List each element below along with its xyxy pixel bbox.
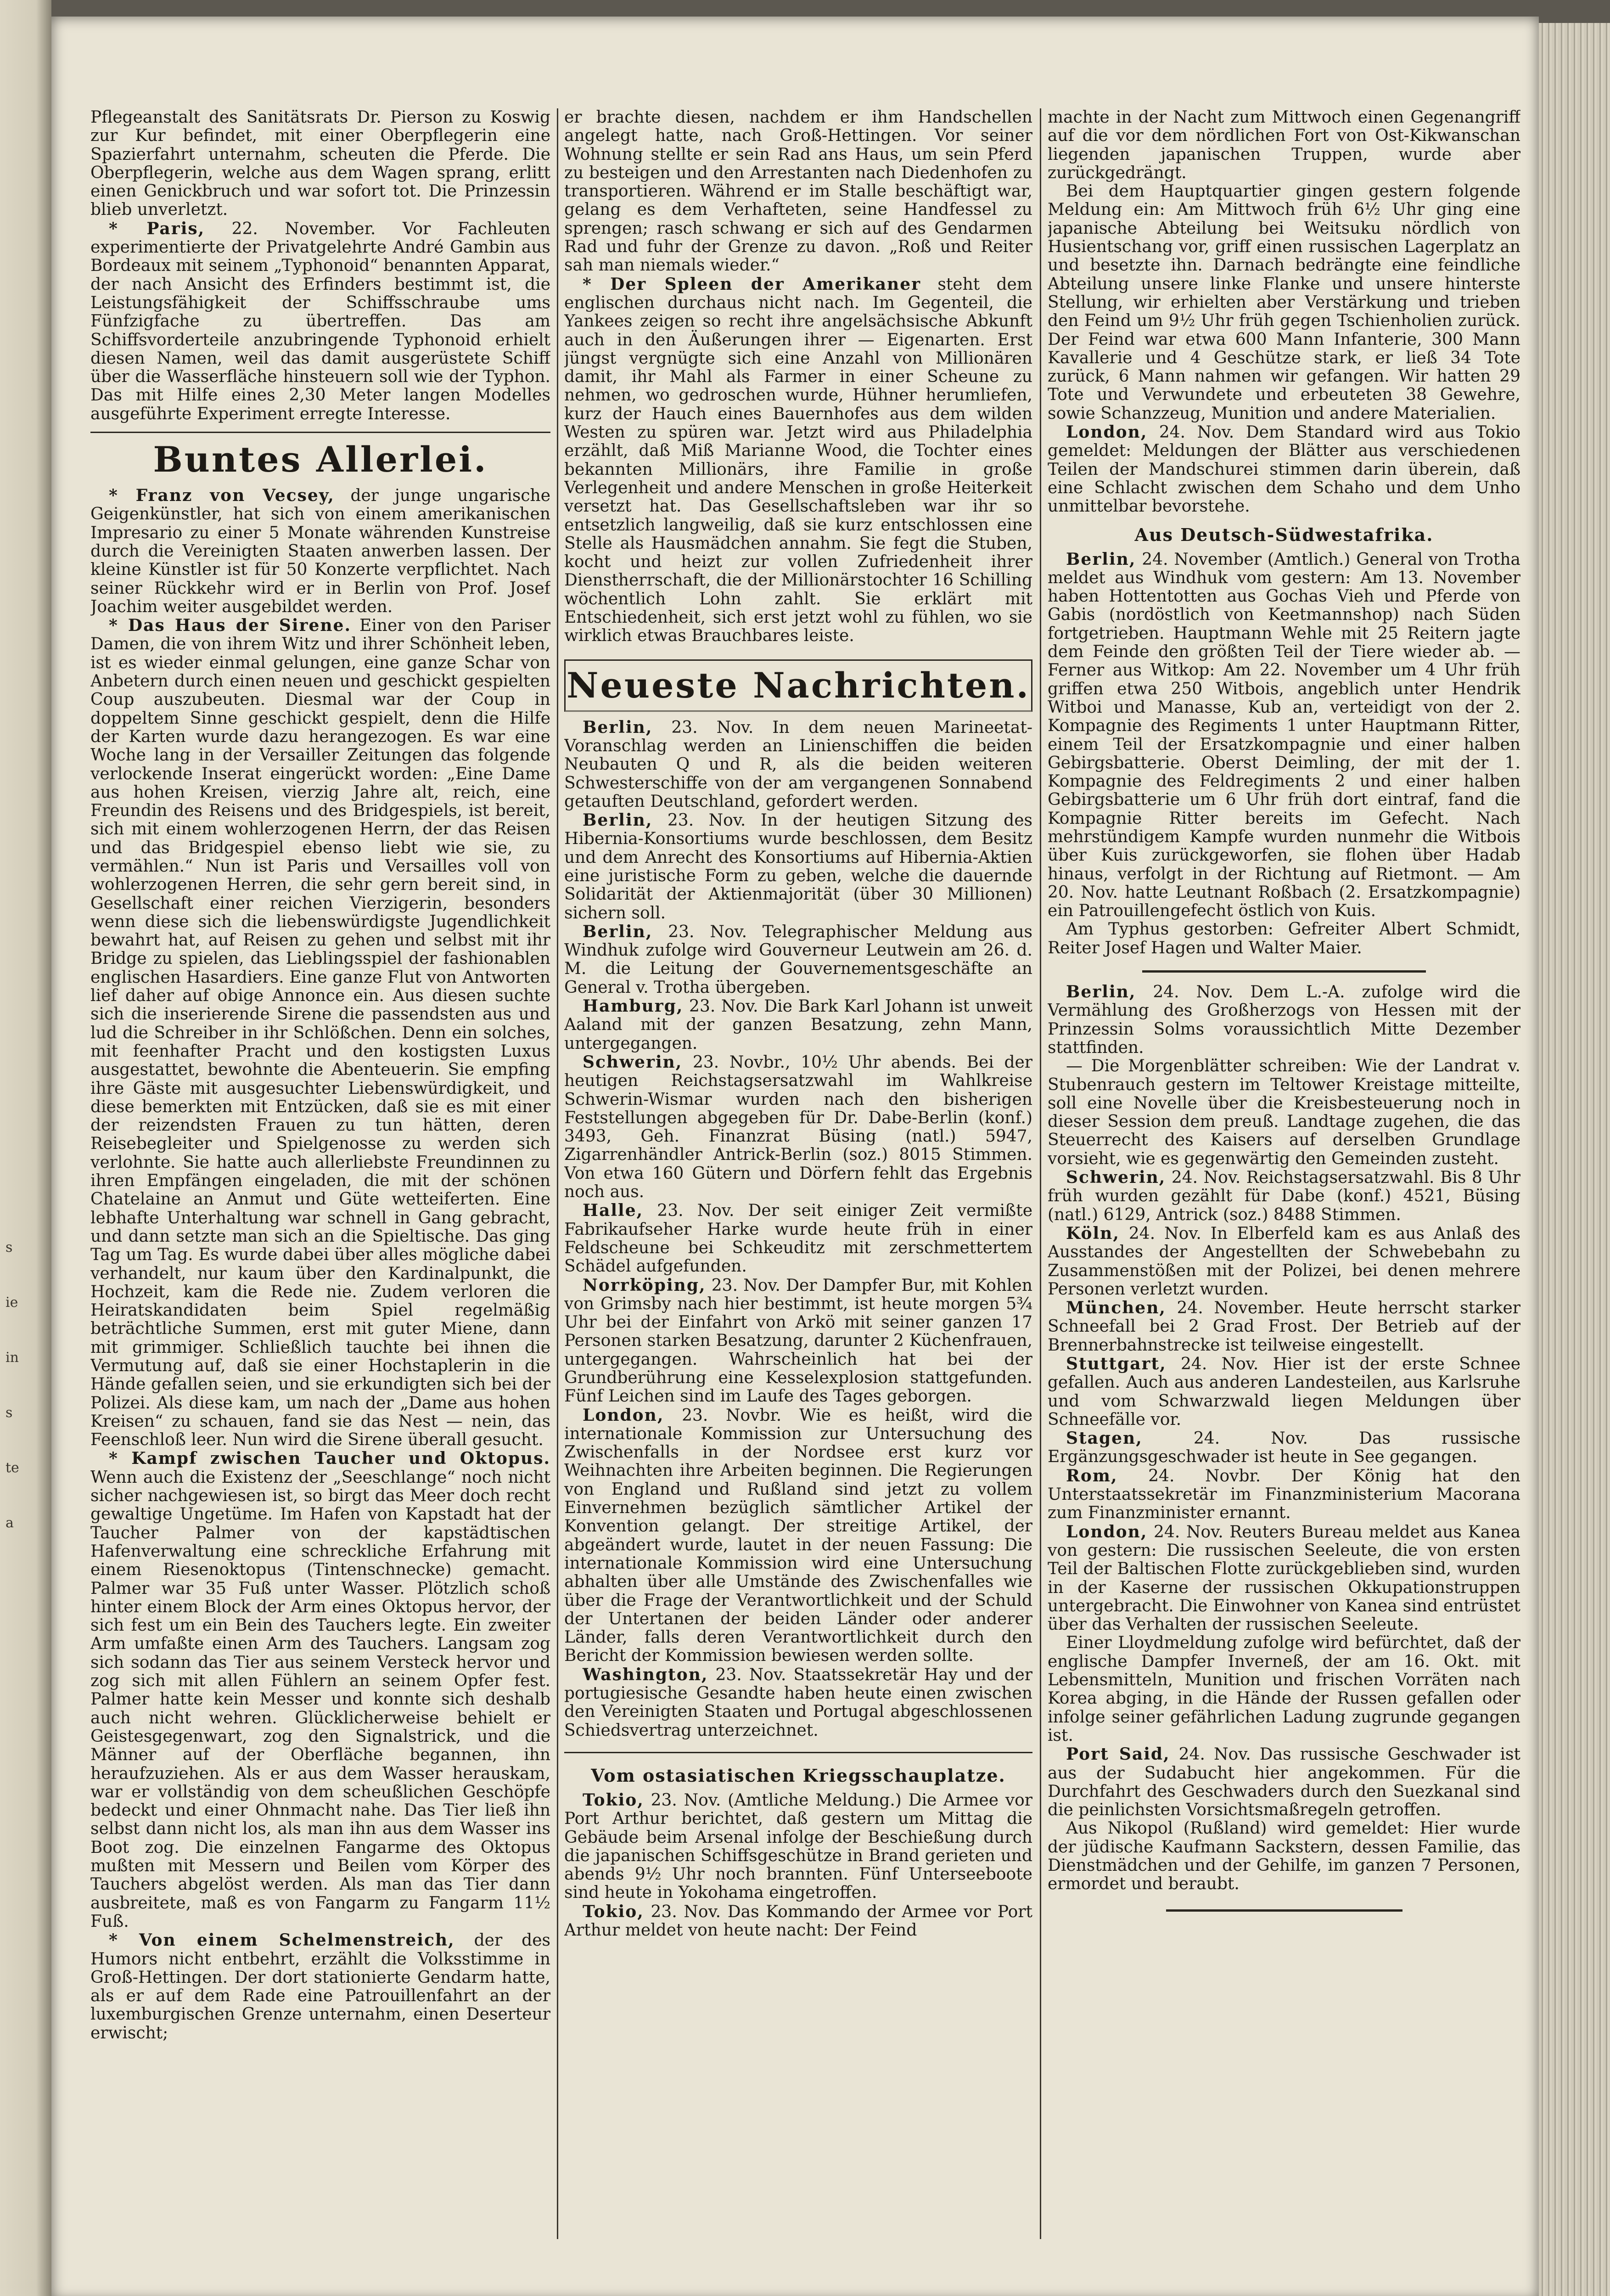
article-paragraph — [564, 1201, 1032, 1276]
dateline: Rom, — [1066, 1466, 1118, 1486]
article-text: der junge ungarische Geigenkünstler, hat sich von einem amerikanischen Impresario zu einer 5 Monate währenden Kunstreise durch die Vereinigten Staaten anwerben lassen. Der kleine Künstler ist für 50 Konzerte verpflichtet. Nach seiner Rückkehr wird er in Berlin von Prof. Josef Joachim weiter ausgebildet werden. — [90, 486, 550, 616]
col2-intro — [564, 108, 1032, 646]
article-text: 23. Nov. Telegraphischer Meldung aus Windhuk zufolge wird Gouverneur Leutwein am 26. d. M. die Leitung der Gouvernementsgeschäfte an General v. Trotha übergeben. — [564, 922, 1032, 997]
article-paragraph — [1048, 423, 1520, 516]
article-paragraph — [90, 108, 550, 219]
section-heading-neueste-nachrichten: Neueste Nachrichten. — [564, 659, 1032, 712]
col3-intro — [1048, 108, 1520, 516]
article-text: Einer von den Pariser Damen, die von ihrem Witz und ihrer Schönheit leben, ist es wieder einmal gelungen, eine ganze Schar von Anbetern durch einen neuen und geschickt gespielten Coup auszubeuten. Diesmal war der Coup in doppeltem Sinne geschickt gespielt, denn die Hilfe der Karten wurde dazu herangezogen. Es war eine Woche lang in der Versailler Zeitungen das folgende verlockende Inserat eingerückt worden: „Eine Dame aus hohen Kreisen, vierzig Jahre alt, reich, eine Freundin des Reisens und des Bridgespiels, ist bereit, sich mit einem wohlerzogenen Herrn, der das Reisen und das Bridgespiel ebenso liebt wie sie, zu vermählen.“ Nun ist Paris und Versailles voll von wohlerzogenen Herren, die sehr gern bereit sind, in Gesellschaft einer reichen Vierzigerin, besonders wenn diese sich die liebenswürdigste Jugendlichkeit bewahrt hat, auf Reisen zu gehen und selbst mit ihr Bridge zu spielen, das Lieblingsspiel der fashionablen englischen Hasardiers. Eine ganze Flut von Antworten lief daher auf obige Annonce ein. Aus diesen suchte sich die inserierende Sirene die passendsten aus und lud die Schreiber in ihr Schlößchen. Denn ein solches, mit feenhafter Pracht und den kostigsten Luxus ausgestattet, bewohnte die Abenteuerin. Sie empfing ihre Gäste mit ausgesuchter Liebenswürdigkeit, und diese bemerkten mit Entzücken, daß sie es mit einer der reizendsten Frauen zu tun hätten, deren Reisebegleiter und Spielgenosse zu werden sich verlohnte. Sie hatte auch allerliebste Freundinnen zu ihren Empfängen eingeladen, die mit der schönen Chatelaine an Anmut und Güte wetteiferten. Eine lebhafte Unterhaltung war schnell in Gang gebracht, und dann setzte man sich an die Spieltische. Das ging Tag um Tag. Es wurde dabei über alles mögliche dabei verhandelt, nur kaum über den Kardinalpunkt, die Hochzeit, kam die Rede nie. Zudem verloren die Heiratskandidaten beim Spiel regelmäßig beträchtliche Summen, erst mit guter Miene, dann mit grimmiger. Schließlich tauchte bei ihnen die Vermutung auf, daß sie einer Hochstaplerin in die Hände gefallen seien, und sie erkundigten sich bei der Polizei. Als diese kam, um nach der „Dame aus hohen Kreisen“ zu schauen, fand sie das Nest — nein, das Feenschloß leer. Nun wird die Sirene überall gesucht. — [90, 616, 550, 1450]
article-paragraph — [564, 1902, 1032, 1940]
dateline: Washington, — [583, 1665, 708, 1684]
article-paragraph — [1048, 1168, 1520, 1224]
article-paragraph — [564, 718, 1032, 811]
article-text: 24. Nov. Das russische Geschwader ist aus der Sudabucht hier angekommen. Für die Durchfahrt des Geschwaders durch den Suezkanal sind die peinlichsten Vorsichtsmaßregeln getroffen. — [1048, 1745, 1520, 1820]
article-paragraph — [1048, 1057, 1520, 1168]
article-text: Einer Lloydmeldung zufolge wird befürchtet, daß der englische Dampfer Inverneß, der am 16. Okt. mit Lebensmitteln, Munition und frischen Vorräten nach Korea abging, in die Hände der Russen gefallen oder infolge seiner gefährlichen Ladung zugrunde gegangen ist. — [1048, 1633, 1520, 1745]
article-paragraph — [1048, 1819, 1520, 1893]
dateline: London, — [1066, 1522, 1148, 1542]
col3-africa — [1048, 550, 1520, 958]
article-paragraph — [1048, 1224, 1520, 1299]
previous-page-fragment: a — [6, 1515, 14, 1531]
col2-war-news — [564, 1791, 1032, 1940]
dateline: München, — [1066, 1298, 1166, 1318]
article-text: Pflegeanstalt des Sanitätsrats Dr. Pierson zu Koswig zur Kur befindet, mit einer Oberpflegerin eine Spazierfahrt unternahm, scheuten die Pferde. Die Oberpflegerin, welche aus dem Wagen sprang, erlitt einen Genickbruch und war sofort tot. Die Prinzessin blieb unverletzt. — [90, 108, 550, 219]
article-text: der des Humors nicht entbehrt, erzählt die Volksstimme in Groß-Hettingen. Der dort stationierte Gendarm hatte, als er auf dem Rade eine Patrouillenfahrt an der luxemburgischen Grenze unternahm, einen Deserteur erwischt; — [90, 1931, 550, 2043]
dateline: Tokio, — [583, 1790, 644, 1810]
stacked-page-edges — [1539, 23, 1610, 2296]
article-text: 23. Nov. Der seit einiger Zeit vermißte Fabrikaufseher Harke wurde heute früh in einer Feldscheune bei Schkeuditz mit zerschmettertem Schädel aufgefunden. — [564, 1201, 1032, 1276]
col3-news — [1048, 983, 1520, 1894]
article-paragraph — [1048, 983, 1520, 1057]
article-paragraph — [1048, 1299, 1520, 1355]
dateline: Berlin, — [583, 922, 653, 941]
article-paragraph — [90, 1931, 550, 2043]
col1-articles — [90, 486, 550, 2043]
article-paragraph — [90, 616, 550, 1449]
article-paragraph — [564, 1276, 1032, 1406]
dateline: Hamburg, — [583, 996, 684, 1016]
article-text: 24. Nov. Dem L.-A. zufolge wird die Vermählung des Großherzogs von Hessen mit der Prinzessin Solms voraussichtlich Mitte Dezember stattfinden. — [1048, 983, 1520, 1057]
article-text: 23. Nov. Das Kommando der Armee vor Port Arthur meldet von heute nacht: Der Feind — [564, 1902, 1032, 1940]
article-text: 24. Nov. In Elberfeld kam es aus Anlaß des Ausstandes der Angestellten der Schwebebahn zu Zusammenstößen mit der Polizei, bei denen mehrere Personen verletzt wurden. — [1048, 1224, 1520, 1299]
article-paragraph — [564, 108, 1032, 275]
article-text: Bei dem Hauptquartier gingen gestern folgende Meldung ein: Am Mittwoch früh 6½ Uhr ging eine japanische Abteilung bei Weitsuku nördlich von Husientschang vor, griff einen russischen Lagerplatz an und besetzte ihn. Darnach bedrängte eine feindliche Abteilung unsere linke Flanke und unsere hinterste Stellung, wir erhielten aber Verstärkung und trieben den Feind um 9½ Uhr früh gegen Tschienholien zurück. Der Feind war etwa 600 Mann Infanterie, 300 Mann Kavallerie und 4 Geschütze stark, er ließ 34 Tote zurück, 6 Mann nahmen wir gefangen. Wir hatten 29 Tote und Verwundete und erbeuteten 38 Gewehre, sowie Schanzzeug, Munition und andere Materialien. — [1048, 182, 1520, 423]
article-paragraph — [1048, 920, 1520, 957]
article-paragraph — [1048, 108, 1520, 182]
article-text: 24. Nov. Reuters Bureau meldet aus Kanea von gestern: Die russischen Seeleute, die von ersten Teil der Baltischen Flotte zurückgeblieben sind, wurden in der Kaserne der russischen Okkupationstruppen untergebracht. Die Einwohner von Kanea sind entrüstet über das Verhalten der russischen Seeleute. — [1048, 1522, 1520, 1634]
end-divider — [1166, 1909, 1402, 1912]
dateline: Halle, — [583, 1201, 644, 1221]
article-paragraph — [90, 486, 550, 616]
dateline: * Kampf zwischen Taucher und Oktopus. — [109, 1449, 550, 1469]
dateline: * Paris, — [109, 219, 205, 238]
previous-page-fragment: te — [6, 1460, 19, 1476]
article-text: 23. Nov. (Amtliche Meldung.) Die Armee vor Port Arthur berichtet, daß gestern um Mittag die Gebäude beim Arsenal infolge der Beschießung durch die japanischen Schiffsgeschütze in Brand gerieten und abends 9½ Uhr noch brannten. Fünf Unterseeboote sind heute in Yokohama eingetroffen. — [564, 1790, 1032, 1902]
article-paragraph — [1048, 1355, 1520, 1429]
article-text: steht dem englischen durchaus nicht nach. Im Gegenteil, die Yankees zeigen so recht ihre angelsächsische Abkunft auch in den Äußerungen ihrer — Eigenarten. Erst jüngst vergnügte sich eine Anzahl von Millionären damit, ihr Mahl als Farmer in einer Scheune zu nehmen, wo gedroschen wurde, Hühner herumliefen, kurz der Hauch eines Bauernhofes aus dem wilden Westen zu spüren war. Jetzt wird aus Philadelphia erzählt, daß Miß Marianne Wood, die Tochter eines bekannten Millionärs, ihre Familie in große Verlegenheit und andere Menschen in große Heiterkeit versetzt hat. Das Gesellschaftsleben war ihr so entsetzlich langweilig, daß sie kurz entschlossen eine Stelle als Hausmädchen annahm. Sie fegt die Stuben, kocht und heizt zur vollen Zufriedenheit ihrer Dienstherrschaft, die der Millionärstochter 16 Schilling wöchentlich Lohn zahlt. Sie erklärt mit Entschiedenheit, sich erst jetzt wohl zu fühlen, wo sie wirklich etwas Brauchbares leiste. — [564, 275, 1032, 646]
article-paragraph — [1048, 182, 1520, 423]
dateline: Tokio, — [583, 1902, 644, 1921]
dateline: * Von einem Schelmenstreich, — [109, 1930, 455, 1950]
dateline: Port Said, — [1066, 1745, 1170, 1764]
article-paragraph — [564, 997, 1032, 1053]
col1-intro — [90, 108, 550, 423]
article-text: 24. Nov. Dem Standard wird aus Tokio gemeldet: Meldungen der Blätter aus verschiedenen Teilen der Mandschurei stimmen darin überein, daß eine Schlacht zwischen dem Schaho und dem Unho unmittelbar bevorstehe. — [1048, 423, 1520, 516]
article-text: — Die Morgenblätter schreiben: Wie der Landrat v. Stubenrauch gestern im Teltower Kreistage mitteilte, soll eine Novelle über die Kreisbesteuerung noch in dieser Session dem preuß. Landtage zugehen, die das Steuerrecht des Kaisers auf derselben Grundlage vorsieht, wie es gegenwärtig den Gemeinden zusteht. — [1048, 1057, 1520, 1168]
article-paragraph — [1048, 1523, 1520, 1634]
article-text: machte in der Nacht zum Mittwoch einen Gegenangriff auf die vor dem nördlichen Fort von Ost-Kikwanschan liegenden japanischen Truppen, wurde aber zurückgedrängt. — [1048, 108, 1520, 182]
article-text: 24. Nov. Das russische Ergänzungsgeschwader ist heute in See gegangen. — [1048, 1429, 1520, 1467]
dateline: Köln, — [1066, 1223, 1120, 1243]
section-subhead-kriegsschauplatz: Vom ostasiatischen Kriegsschauplatze. — [564, 1752, 1032, 1788]
article-paragraph — [564, 1791, 1032, 1902]
dateline: Stuttgart, — [1066, 1354, 1167, 1373]
previous-page-edge — [0, 0, 51, 2296]
previous-page-fragment: in — [6, 1350, 19, 1366]
article-paragraph — [1048, 1745, 1520, 1819]
article-text: 23. Nov. In dem neuen Marineetat-Voranschlag werden an Linienschiffen die beiden Neubauten Q und R, als die beiden weiteren Schwesterschiffe von der am vergangenen Sonnabend getauften Deutschland, gefordert werden. — [564, 718, 1032, 811]
article-text: 24. November (Amtlich.) General von Trotha meldet aus Windhuk vom gestern: Am 13. November haben Hottentotten aus Gochas Vieh und Pferde von Gabis (nordöstlich von Keetmannshop) nach Süden fortgetrieben. Hauptmann Wehle mit 25 Reitern jagte dem Feinde den größten Teil der Tiere wieder ab. — Ferner aus Witkop: Am 22. November um 4 Uhr früh griffen etwa 250 Witbois, angeblich unter Hendrik Witboi und Manasse, Kub an, verteidigt von der 2. Kompagnie des Regiments 1 unter Hauptmann Ritter, einem Teil der Ersatzkompagnie und einer halben Gebirgsbatterie. Oberst Deimling, der mit der 1. Kompagnie des Feldregiments 2 und einer halben Gebirgsbatterie um 6 Uhr früh dort eintraf, fand die Kompagnie Ritter bereits im Gefecht. Nach mehrstündigem Kampfe wurden nunmehr die Witbois über Kuis zurückgeworfen, sie flohen über Hadab hinaus, verfolgt in der Richtung auf Rietmont. — Am 20. Nov. hatte Leutnant Roßbach (2. Ersatzkompagnie) ein Patrouillengefecht östlich von Kuis. — [1048, 550, 1520, 921]
article-paragraph — [564, 923, 1032, 997]
article-text: 23. Nov. Die Bark Karl Johann ist unweit Aaland mit der ganzen Besatzung, zehn Mann, untergegangen. — [564, 997, 1032, 1053]
article-text: 22. November. Vor Fachleuten experimentierte der Privatgelehrte André Gambin aus Bordeaux mit seinem „Typhonoid“ benannten Apparat, der nach Ansicht des Erfinders bestimmt ist, die Leistungsfähigkeit der Schiffsschraube ums Fünfzigfache zu übertreffen. Das am Schiffsvorderteile anzubringende Typhonoid erhielt diesen Namen, weil das damit ausgerüstete Schiff über die Wasserfläche hinsteuern soll wie der Typhon. Das mit Hilfe eines 2,30 Meter langen Modelles ausgeführte Experiment erregte Interesse. — [90, 219, 550, 423]
article-paragraph — [1048, 1634, 1520, 1745]
article-text: 24. Novbr. Der König hat den Unterstaatssekretär im Finanzministerium Macorana zum Finanzminister ernannt. — [1048, 1466, 1520, 1523]
col2-news — [564, 718, 1032, 1740]
column-left — [90, 108, 550, 2294]
article-text: Am Typhus gestorben: Gefreiter Albert Schmidt, Reiter Josef Hagen und Walter Maier. — [1048, 920, 1520, 957]
column-right — [1048, 108, 1520, 2294]
dateline: Schwerin, — [583, 1052, 683, 1072]
dateline: Stagen, — [1066, 1429, 1143, 1448]
dateline: Berlin, — [583, 810, 653, 830]
column-middle — [564, 108, 1032, 2294]
newspaper-page — [51, 17, 1539, 2296]
article-text: 24. Nov. Reichstagsersatzwahl. Bis 8 Uhr früh wurden gezählt für Dabe (konf.) 4521, Büsing (natl.) 6129, Antrick (soz.) 8488 Stimmen. — [1048, 1168, 1520, 1224]
section-divider — [1142, 970, 1426, 973]
dateline: * Franz von Vecsey, — [109, 486, 335, 506]
column-rule — [557, 108, 558, 2239]
article-text: Wenn auch die Existenz der „Seeschlange“ noch nicht sicher nachgewiesen ist, so birgt das Meer doch recht gewaltige Ungetüme. Im Hafen von Kapstadt hat der Taucher Palmer von der kapstädtischen Hafenverwaltung eine schreckliche Erfahrung mit einem Riesenoktopus (Tintenschnecke) gemacht. Palmer war 35 Fuß unter Wasser. Plötzlich schoß hinter einem Block der Arm eines Oktopus hervor, der sich fest um ein Bein des Tauchers legte. Ein zweiter Arm umfaßte einen Arm des Tauchers. Langsam zog sich sodann das Tier aus seinem Versteck hervor und zog sich mit allen Fühlern an seinem Opfer fest. Palmer hatte kein Messer und konnte sich deshalb auch nicht wehren. Glücklicherweise behielt er Geistesgegenwart, zog den Signalstrick, und die Männer auf der Oberfläche begannen, ihn heraufzuziehen. Als er aus dem Wasser herauskam, war er vollständig von dem scheußlichen Geschöpfe bedeckt und einer Ohnmacht nahe. Das Tier ließ ihn selbst dann nicht los, als man ihn aus dem Wasser ins Boot zog. Die einzelnen Fangarme des Oktopus mußten mit Messern und Beilen vom Körper des Tauchers abgelöst werden. Als man das Tier dann ausbreitete, maß es von Fangarm zu Fangarm 11½ Fuß. — [90, 1468, 550, 1931]
dateline: Norrköping, — [583, 1275, 706, 1295]
article-paragraph — [564, 1666, 1032, 1740]
column-rule — [1040, 108, 1041, 2239]
article-paragraph — [564, 1406, 1032, 1666]
section-subhead-suedwestafrika: Aus Deutsch-Südwestafrika. — [1134, 524, 1434, 545]
article-text: 24. Nov. Hier ist der erste Schnee gefallen. Auch aus anderen Landesteilen, aus Karlsruhe und vom Schwarzwald liegen Meldungen über Schneefälle vor. — [1048, 1355, 1520, 1429]
article-paragraph — [1048, 1467, 1520, 1523]
dateline: * Das Haus der Sirene. — [109, 616, 351, 636]
dateline: London, — [1066, 422, 1148, 442]
dateline: Schwerin, — [1066, 1168, 1166, 1187]
article-paragraph — [90, 219, 550, 423]
article-paragraph — [564, 1053, 1032, 1201]
previous-page-fragment: s — [6, 1240, 13, 1255]
dateline: * Der Spleen der Amerikaner — [583, 274, 921, 294]
dateline: London, — [583, 1405, 664, 1425]
article-text: 23. Nov. Der Dampfer Bur, mit Kohlen von Grimsby nach hier bestimmt, ist heute morgen 5¾ Uhr bei der Einfahrt von Arkö mit seiner ganzen 17 Personen starken Besatzung, darunter 2 Küchenfrauen, untergegangen. Wahrscheinlich hat bei der Grundberührung eine Kesselexplosion stattgefunden. Fünf Leichen sind im Laufe des Tages geborgen. — [564, 1276, 1032, 1406]
dateline: Berlin, — [583, 717, 653, 737]
article-paragraph — [1048, 1429, 1520, 1467]
article-paragraph — [564, 811, 1032, 923]
article-text: 23. Novbr. Wie es heißt, wird die internationale Kommission zur Untersuchung des Zwischenfalls in der Nordsee erst kurz vor Weihnachten ihre Arbeiten beginnen. Die Regierungen von England und Rußland sind jetzt zu vollem Einvernehmen bezüglich sämtlicher Artikel der Konvention gelangt. Der streitige Artikel, der abgeändert wurde, lautet in der neuen Fassung: Die internationale Kommission wird eine Untersuchung abhalten über alle Umstände des Zwischenfalles wie über die Frage der Verantwortlichkeit und der Schuld der Untertanen der beiden Länder oder anderer Länder, falls deren Verantwortlichkeit durch den Bericht der Kommission bewiesen werden sollte. — [564, 1406, 1032, 1666]
article-text: Aus Nikopol (Rußland) wird gemeldet: Hier wurde der jüdische Kaufmann Sackstern, dessen Familie, das Dienstmädchen und der Gehilfe, im ganzen 7 Personen, ermordet und beraubt. — [1048, 1819, 1520, 1894]
previous-page-fragment: ie — [6, 1295, 18, 1311]
dateline: Berlin, — [1066, 549, 1136, 569]
article-text: 23. Nov. Staatssekretär Hay und der portugiesische Gesandte haben heute einen zwischen den Vereinigten Staaten und Portugal abgeschlossenen Schiedsvertrag unterzeichnet. — [564, 1665, 1032, 1740]
article-text: 23. Novbr., 10½ Uhr abends. Bei der heutigen Reichstagsersatzwahl im Wahlkreise Schwerin-Wismar wurden nach den bisherigen Feststellungen abgegeben für Dr. Dabe-Berlin (konf.) 3493, Geh. Finanzrat Büsing (natl.) 5947, Zigarrenhändler Antrick-Berlin (soz.) 8015 Stimmen. Von etwa 160 Gütern und Dörfern fehlt das Ergebnis noch aus. — [564, 1052, 1032, 1202]
article-paragraph — [1048, 550, 1520, 921]
previous-page-fragment: s — [6, 1405, 13, 1421]
article-paragraph — [564, 275, 1032, 646]
article-text: 24. November. Heute herrscht starker Schneefall bei 2 Grad Frost. Der Betrieb auf der Brennerbahnstrecke ist teilweise eingestellt. — [1048, 1299, 1520, 1355]
article-paragraph — [90, 1449, 550, 1931]
article-text: 23. Nov. In der heutigen Sitzung des Hibernia-Konsortiums wurde beschlossen, dem Besitz und dem Anrecht des Konsortiums auf Hibernia-Aktien eine juristische Form zu geben, welche die dauernde Solidarität der Aktienmajorität (über 30 Millionen) sichern soll. — [564, 811, 1032, 923]
article-text: er brachte diesen, nachdem er ihm Handschellen angelegt hatte, nach Groß-Hettingen. Vor seiner Wohnung stellte er sein Rad ans Haus, um sein Pferd zu besteigen und den Arrestanten nach Diedenhofen zu transportieren. Während er im Stalle beschäftigt war, gelang es dem Verhafteten, seine Handfessel zu sprengen; rasch schwang er sich auf des Gendarmen Rad und fuhr der Grenze zu davon. „Roß und Reiter sah man niemals wieder.“ — [564, 108, 1032, 275]
section-heading-buntes-allerlei: Buntes Allerlei. — [90, 432, 550, 482]
dateline: Berlin, — [1066, 982, 1136, 1002]
